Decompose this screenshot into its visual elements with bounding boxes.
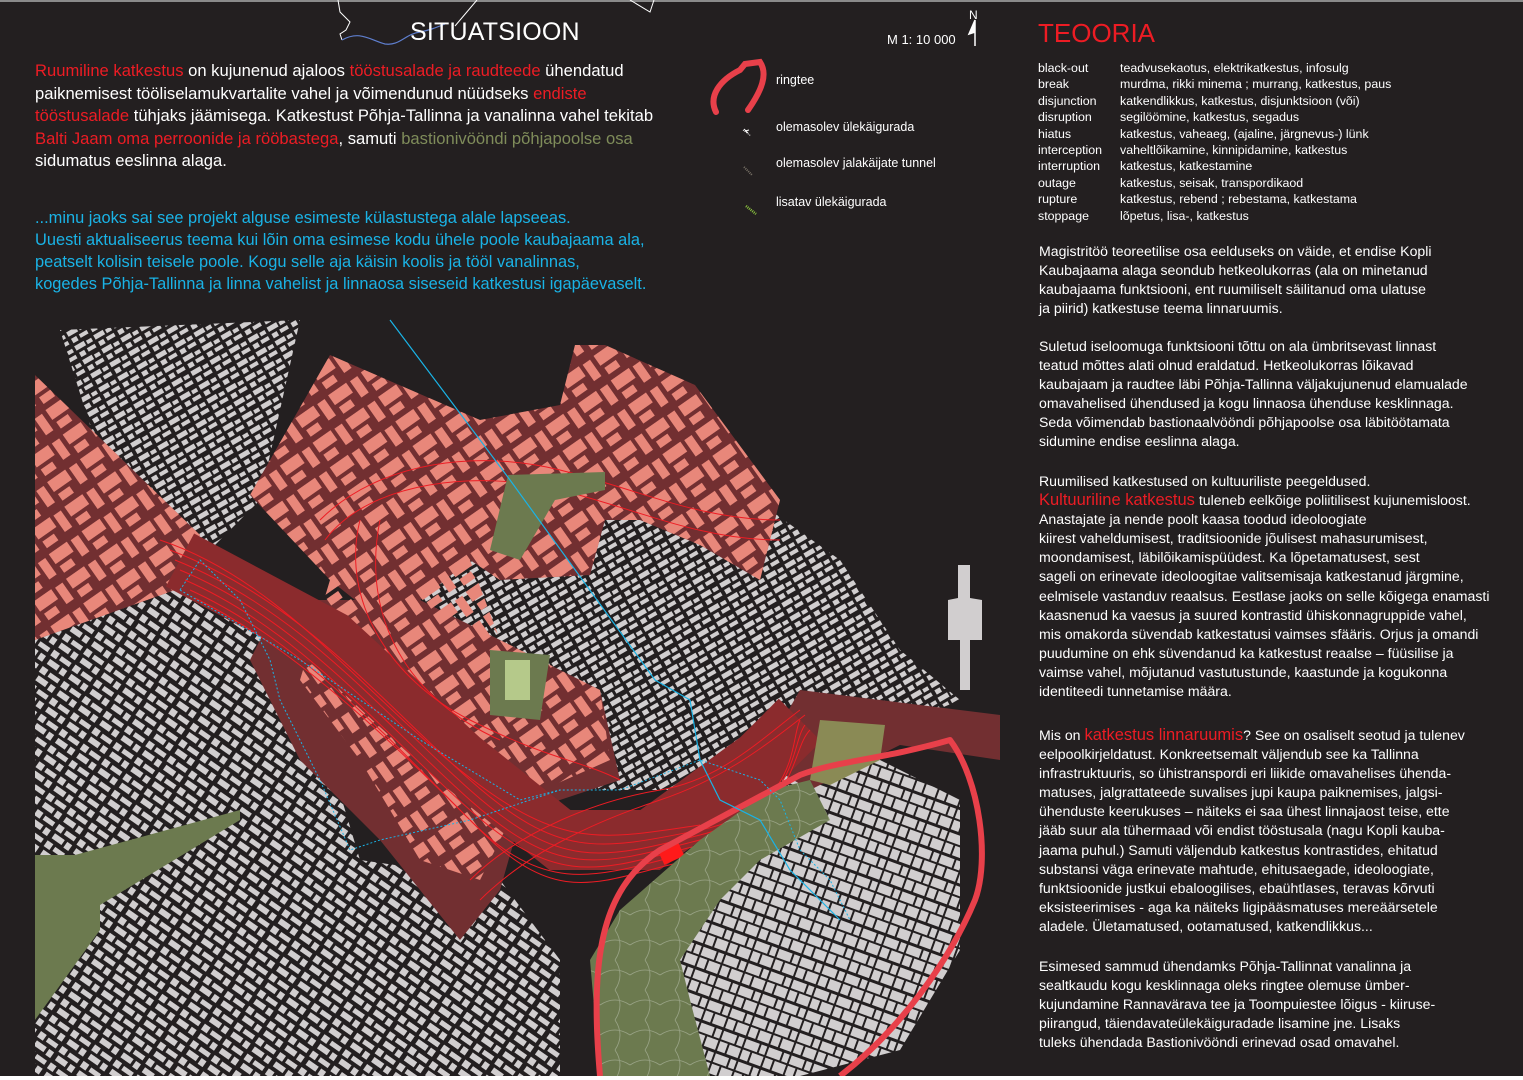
- intro-segment: sidumatus eeslinna alaga.: [35, 151, 227, 170]
- glossary-row: [1038, 76, 1391, 92]
- intro-segment: Balti Jaam oma perroonide ja rööbastega: [35, 128, 339, 148]
- paragraph-line: mis omakorda süvendab katkestatusi vaimses sfääris. Orjus ja omandi: [1039, 625, 1479, 642]
- pedestrian-tunnel-icon: [744, 167, 752, 175]
- added-crosswalk-icon: [746, 206, 756, 214]
- paragraph-line: kaasnenud ka vaesus ja suured kontrastid ühiskonnagruppide vahel,: [1039, 606, 1467, 623]
- paragraph-line: sealtkaudu kogu kesklinnaga oleks ringtee olemuse ümber-: [1039, 977, 1410, 994]
- highlight-cultural-disruption: Kultuuriline katkestus: [1039, 491, 1195, 510]
- paragraph-line: ühenduste keerukuses – näiteks ei saa ühest linnajaost teise, ette: [1039, 803, 1450, 820]
- theory-paragraph-3: [1039, 472, 1514, 701]
- paragraph-line: infrastruktuuris, so ühistranspordi eri liikide omavahelises ühenda-: [1039, 765, 1452, 782]
- tallinn-outline-fragment: [338, 0, 350, 40]
- personal-note-line: kogedes Põhja-Tallinna ja linna vahelist ja linnaosa siseseid katkestusi igapäevaselt.: [35, 275, 647, 293]
- paragraph-line: Magistritöö teoreetilise osa eelduseks on väide, et endise Kopli: [1039, 243, 1432, 259]
- green-area-park-inner: [505, 660, 530, 700]
- theory-paragraph-1: [1039, 242, 1514, 318]
- glossary-definition: katkestus, katkestamine: [1120, 159, 1253, 174]
- intro-segment: endiste tööstusalade: [35, 83, 587, 125]
- glossary-term: stoppage: [1038, 208, 1089, 223]
- glossary-term: interruption: [1038, 159, 1100, 174]
- glossary-row: [1038, 191, 1391, 207]
- theory-paragraph-5: [1039, 957, 1514, 1052]
- paragraph-text: tuleneb eelkõige poliitilisest kujunemisloost.: [1194, 492, 1471, 509]
- glossary-row: [1038, 208, 1391, 224]
- glossary-term: disjunction: [1038, 93, 1097, 108]
- paragraph-line: [1039, 491, 1514, 510]
- personal-note-line: peatselt kolisin teisele poole. Kogu selle aja käisin koolis ja tööl vanalinnas,: [35, 253, 580, 271]
- paragraph-line: Anastajate ja nende poolt kaasa toodud ideoloogiate: [1039, 511, 1367, 528]
- north-arrow-icon: [969, 20, 975, 46]
- paragraph-line: funktsioonide justkui ebaloogilises, ebaühtlases, teravas kõrvuti: [1039, 879, 1435, 896]
- paragraph-text: ? See on osaliselt seotud ja tulenev: [1243, 727, 1465, 743]
- paragraph-line: aladele. Ületamatused, ootamatused, katkendlikkus...: [1039, 917, 1373, 934]
- glossary-term: interception: [1038, 143, 1103, 158]
- paragraph-line: eksisteerimises - aga ka näiteks ligipääsmatuses mereäärsetele: [1039, 898, 1438, 915]
- glossary-definition: segilöömine, katkestus, segadus: [1120, 110, 1300, 125]
- intro-segment: bastionivööndi põhjapoolse osa: [401, 128, 633, 148]
- paragraph-line: Kaubajaama alaga seondub hetkeolukorras (ala on minetanud: [1039, 262, 1428, 279]
- glossary-definition: murdma, rikki minema ; murrang, katkestus, paus: [1120, 77, 1392, 92]
- personal-note-line: Uuesti aktualiseerus teema kui lõin oma esimese kodu ühele poole kaubajaama ala,: [35, 231, 645, 249]
- paragraph-line: omavahelised ühendused ja kogu linnaosa ühenduse kesklinnaga.: [1039, 395, 1454, 412]
- theory-paragraph-2: [1039, 337, 1514, 452]
- page-title: SITUATSIOON: [410, 18, 580, 46]
- paragraph-line: vaimse vahel, mõjutanud vastutustunde, kaastunde ja kogukonna: [1039, 663, 1448, 680]
- paragraph-line: identiteedi tunnetamise määra.: [1039, 683, 1232, 700]
- glossary-row: [1038, 142, 1391, 158]
- intro-segment: Ruumiline katkestus: [35, 61, 184, 80]
- paragraph-line: moondamisest, läbilõikamispüüdest. Ka lõpetamatusest, sest: [1039, 549, 1420, 566]
- legend-label-existing-crosswalk: olemasolev ülekäigurada: [776, 120, 915, 134]
- paragraph-line: piirangud, täiendavateülekäiguradade lisamine jne. Lisaks: [1039, 1015, 1401, 1032]
- paragraph-line: eelmisele vastanduv reaalsus. Eestlase jaoks on selle kõigega enamasti: [1039, 587, 1490, 604]
- paragraph-line: [1039, 726, 1514, 745]
- paragraph-line: eelpoolkirjeldatust. Konkreetsemalt väljendub see ka Tallinna: [1039, 746, 1419, 763]
- harbour-pier: [948, 565, 982, 690]
- glossary-term: hiatus: [1038, 126, 1072, 141]
- glossary-definition: katkestus, vaheaeg, (ajaline, järgnevus-) lünk: [1120, 126, 1369, 141]
- paragraph-line: jääb suur ala tühermaad või endist tööstusala (nagu Kopli kauba-: [1039, 822, 1445, 839]
- paragraph-line: kaubajaam ja raudtee läbi Põhja-Tallinna väljakujunenud elamualade: [1039, 376, 1468, 393]
- scale-label: M 1: 10 000: [887, 32, 956, 47]
- legend-label-pedestrian-tunnel: olemasolev jalakäijate tunnel: [776, 156, 936, 170]
- glossary-term: rupture: [1038, 192, 1078, 207]
- glossary-definition: lõpetus, lisa-, katkestus: [1120, 208, 1249, 223]
- paragraph-line: Ruumilised katkestused on kultuuriliste peegeldused.: [1039, 473, 1371, 489]
- paragraph-text: Mis on: [1039, 727, 1085, 743]
- glossary-term: outage: [1038, 175, 1076, 190]
- glossary-row: [1038, 126, 1391, 142]
- glossary-term: disruption: [1038, 110, 1092, 125]
- paragraph-line: jaama puhul.) Samuti väljendub katkestus kontrastides, ehitatud: [1039, 841, 1438, 858]
- paragraph-line: kiirest vaheldumisest, traditsioonide jõulisest mahasurumisest,: [1039, 530, 1428, 547]
- intro-paragraph: [35, 60, 675, 173]
- paragraph-line: puudumine on ehk süvendanud ka katkestust reaalse – füüsilise ja: [1039, 644, 1454, 661]
- outline-fragment-3: [630, 0, 654, 12]
- paragraph-line: sidumine endise eeslinna alaga.: [1039, 433, 1240, 450]
- highlight-urban-disruption: katkestus linnaruumis: [1084, 726, 1244, 744]
- ring-road-stroke-icon: [713, 62, 763, 112]
- glossary-row: [1038, 93, 1391, 109]
- theory-title: TEOORIA: [1038, 18, 1156, 48]
- paragraph-line: ja piirid) katkestuse teema linnaruumis.: [1039, 300, 1283, 317]
- glossary-definition: katkestus, seisak, transpordikaod: [1120, 175, 1304, 190]
- paragraph-line: sageli on erinevate ideoloogitae valitsemisaja katkestanud järgmine,: [1039, 568, 1464, 585]
- paragraph-line: kujundamine Rannavärava tee ja Toompuiestee lõigus - kiiruse-: [1039, 996, 1436, 1013]
- glossary-term: black-out: [1038, 61, 1089, 75]
- paragraph-line: Esimesed sammud ühendamks Põhja-Tallinnat vanalinna ja: [1039, 958, 1412, 974]
- existing-crosswalk-icon: [743, 129, 751, 136]
- paragraph-line: substansi väga erinevate mahtude, ehitusaegade, ideoloogiate,: [1039, 860, 1434, 877]
- glossary-term: break: [1038, 77, 1069, 92]
- intro-segment: ühendatud paiknemisest tööliselamukvartalite vahel ja võimendunud nüüdseks: [35, 61, 624, 103]
- paragraph-line: kaubajaama funktsiooni, ent ruumiliselt säilitanud oma ulatuse: [1039, 281, 1427, 298]
- glossary-definition: teadvusekaotus, elektrikatkestus, infosulg: [1120, 61, 1349, 75]
- personal-note-line: ...minu jaoks sai see projekt alguse esimeste külastustega alale lapseeas.: [35, 209, 571, 227]
- paragraph-line: tuleks ühendada Bastionivööndi erinevad osad omavahel.: [1039, 1034, 1400, 1051]
- paragraph-line: Seda võimendab bastionaalvööndi põhjapoolse osa läbitöötamata: [1039, 414, 1450, 431]
- north-label: N: [969, 8, 978, 22]
- intro-segment: on kujunenud ajaloos: [183, 61, 350, 80]
- intro-segment: tööstusalade ja raudteede: [349, 61, 541, 80]
- glossary-row: [1038, 109, 1391, 125]
- paragraph-line: teatud mõttes alati olnud eraldatud. Hetkeolukorras lõikavad: [1039, 357, 1414, 374]
- personal-note: [35, 207, 685, 295]
- glossary-definition: katkestus, rebend ; rebestama, katkestama: [1120, 192, 1357, 207]
- legend-label-added-crosswalk: lisatav ülekäigurada: [776, 195, 887, 209]
- glossary-row: [1038, 60, 1391, 76]
- glossary-definition: vaheltlõikamine, kinnipidamine, katkestus: [1120, 143, 1348, 158]
- glossary-row: [1038, 175, 1391, 191]
- glossary-row: [1038, 158, 1391, 174]
- theory-paragraph-4: [1039, 726, 1514, 936]
- legend-label-ring-road: ringtee: [776, 73, 815, 87]
- intro-segment: , samuti: [338, 128, 402, 148]
- glossary: [1038, 60, 1391, 224]
- paragraph-line: Suletud iseloomuga funktsiooni tõttu on ala ümbritsevast linnast: [1039, 338, 1437, 354]
- intro-segment: tühjaks jäämisega. Katkestust Põhja-Tallinna ja vanalinna vahel tekitab: [129, 106, 654, 125]
- glossary-definition: katkendlikkus, katkestus, disjunktsioon (või): [1120, 93, 1360, 108]
- paragraph-line: matuses, jalgrattateede suvalises jupi kaupa paiknemises, jalgsi-: [1039, 784, 1443, 801]
